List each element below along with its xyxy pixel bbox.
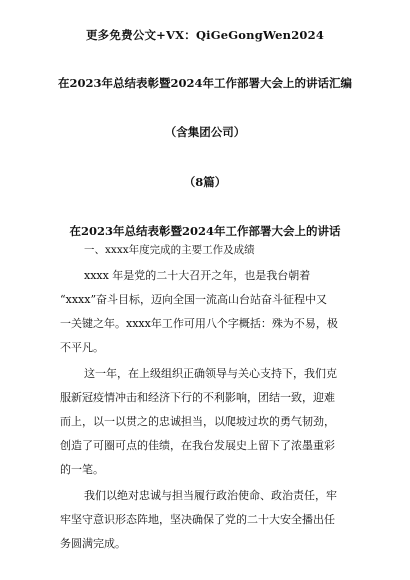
paragraph-line: 务圆满完成。 [60, 537, 126, 550]
article-count: （8篇） [183, 175, 227, 189]
paragraph-line: “xxxx”奋斗目标，迈向全国一流高山台站奋斗征程中又 [60, 293, 328, 306]
paragraph-line: 这一年，在上级组织正确领导与关心支持下，我们克 [84, 367, 337, 380]
paragraph-line: 的一笔。 [60, 463, 104, 476]
paragraph-line: 而上，以一以贯之的忠诚担当，以爬坡过坎的勇气韧劲， [60, 415, 335, 428]
paragraph-line: xxxx 年是党的二十大召开之年，也是我台朝着 [84, 269, 311, 282]
paragraph-line: 不平凡。 [60, 341, 104, 354]
watermark-text: 更多免费公文+VX：QiGeGongWen2024 [85, 28, 325, 42]
document-subtitle: （含集团公司） [164, 125, 246, 139]
document-title: 在2023年总结表彰暨2024年工作部署大会上的讲话汇编 [57, 76, 352, 90]
section-heading: 一、xxxx年度完成的主要工作及成绩 [84, 244, 255, 256]
paragraph-line: 服新冠疫情冲击和经济下行的不利影响，团结一致，迎难 [60, 391, 335, 404]
paragraph-line: 一关键之年。xxxx年工作可用八个字概括：殊为不易，极 [60, 317, 338, 330]
paragraph-line: 牢坚守意识形态阵地，坚决确保了党的二十大安全播出任 [60, 513, 335, 526]
paragraph-line: 创造了可圈可点的佳绩，在我台发展史上留下了浓墨重彩 [60, 439, 335, 452]
section-title: 在2023年总结表彰暨2024年工作部署大会上的讲话 [69, 224, 341, 238]
paragraph-line: 我们以绝对忠诚与担当履行政治使命、政治责任，牢 [84, 489, 337, 502]
